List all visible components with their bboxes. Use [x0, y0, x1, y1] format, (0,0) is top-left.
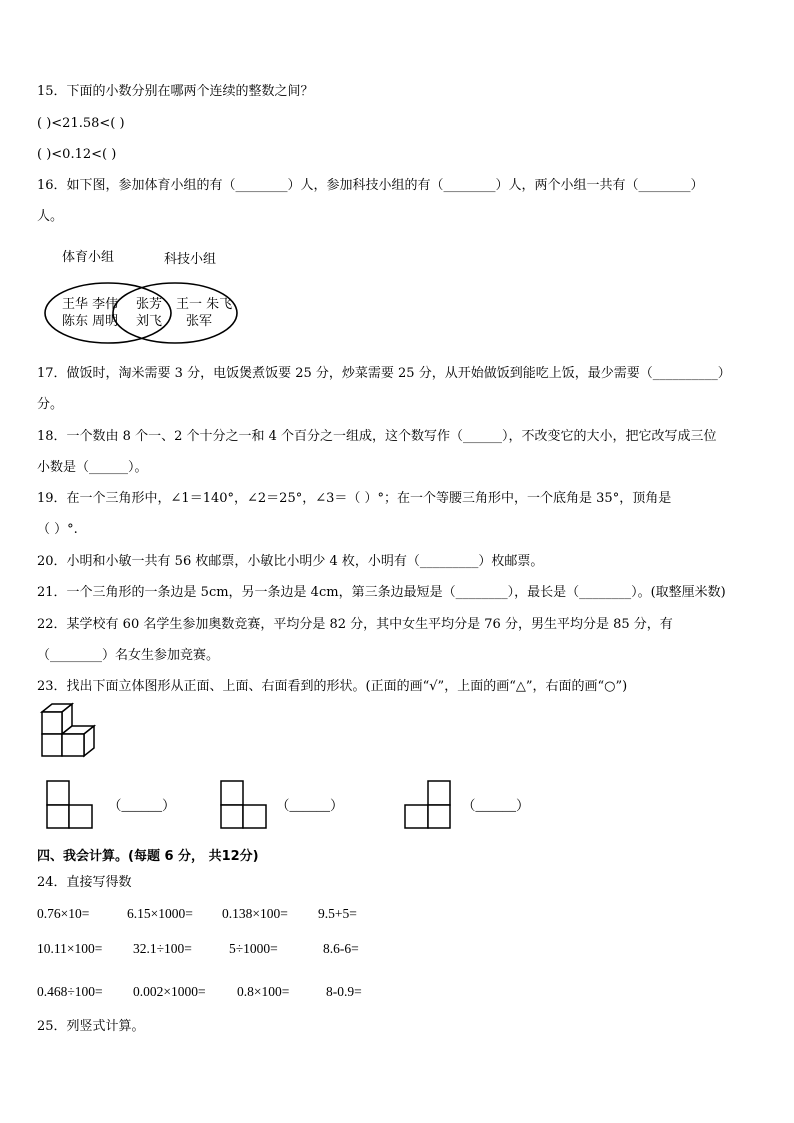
q25-title: 25．列竖式计算。 [37, 1019, 145, 1034]
section-4-heading: 四、我会计算。(每题 6 分， 共12分) [37, 849, 259, 864]
calc-r3-c3: 0.8×100= [237, 984, 290, 999]
sports-group-ellipse [45, 283, 171, 343]
calc-r1-c2: 6.15×1000= [127, 906, 193, 921]
venn-both-2: 刘飞 [136, 314, 163, 329]
venn-left-only-2: 陈东 周明 [62, 314, 119, 329]
q24-title: 24．直接写得数 [37, 875, 132, 890]
q22-line2: （________）名女生参加竞赛。 [37, 648, 220, 663]
q16-line1: 16．如下图，参加体育小组的有（________）人，参加科技小组的有（________）人，两个小组一共有（________） [37, 178, 704, 193]
view-option-3-figure [404, 780, 452, 830]
calc-r2-c1: 10.11×100= [37, 941, 103, 956]
q16-line2: 人。 [37, 209, 64, 224]
q15-line1: ( )<21.58<( ) [37, 116, 125, 131]
venn-right-label: 科技小组 [164, 252, 217, 267]
calc-r1-c3: 0.138×100= [222, 906, 288, 921]
view-option-1-figure [46, 780, 94, 830]
q17-line1: 17．做饭时，淘米需要 3 分，电饭煲煮饭要 25 分，炒菜需要 25 分，从开始做饭到能吃上饭，最少需要（__________） [37, 366, 731, 381]
cube-solid-figure [38, 702, 108, 762]
calc-r1-c4: 9.5+5= [318, 906, 357, 921]
view-option-3-blank[interactable]: （______） [462, 798, 530, 813]
q18-line1: 18．一个数由 8 个一、2 个十分之一和 4 个百分之一组成，这个数写作（______），不改变它的大小，把它改写成三位 [37, 429, 717, 444]
view-option-2-blank[interactable]: （______） [276, 798, 344, 813]
calc-r1-c1: 0.76×10= [37, 906, 90, 921]
calc-r2-c2: 32.1÷100= [133, 941, 192, 956]
q17-line2: 分。 [37, 397, 64, 412]
q23-line1: 23．找出下面立体图形从正面、上面、右面看到的形状。(正面的画“√”，上面的画“△”，右面的画“○”) [37, 679, 628, 694]
q18-line2: 小数是（______）。 [37, 460, 148, 475]
venn-right-only-2: 张军 [186, 314, 213, 329]
science-group-ellipse [113, 283, 237, 343]
view-option-2-figure [220, 780, 268, 830]
calc-r3-c1: 0.468÷100= [37, 984, 103, 999]
venn-left-label: 体育小组 [62, 250, 115, 265]
q21-line1: 21．一个三角形的一条边是 5cm，另一条边是 4cm，第三条边最短是（________），最长是（________）。(取整厘米数) [37, 585, 726, 600]
q19-line2: （ ）°. [37, 522, 78, 537]
q22-line1: 22．某学校有 60 名学生参加奥数竞赛，平均分是 82 分，其中女生平均分是 76 分，男生平均分是 85 分，有 [37, 617, 673, 632]
q20-line1: 20．小明和小敏一共有 56 枚邮票，小敏比小明少 4 枚，小明有（_________）枚邮票。 [37, 554, 544, 569]
venn-diagram [40, 243, 240, 353]
q15-line2: ( )<0.12<( ) [37, 147, 117, 162]
q19-line1: 19．在一个三角形中，∠1＝140°，∠2＝25°，∠3＝（ ）°；在一个等腰三角形中，一个底角是 35°，顶角是 [37, 491, 672, 506]
view-option-1-blank[interactable]: （______） [108, 798, 176, 813]
venn-left-only-1: 王华 李伟 [62, 297, 119, 312]
venn-right-only-1: 王一 朱飞 [176, 297, 233, 312]
calc-r2-c4: 8.6-6= [323, 941, 359, 956]
q15-title: 15．下面的小数分别在哪两个连续的整数之间？ [37, 84, 314, 99]
venn-both-1: 张芳 [136, 297, 163, 312]
calc-r3-c4: 8-0.9= [326, 984, 362, 999]
calc-r2-c3: 5÷1000= [229, 941, 278, 956]
calc-r3-c2: 0.002×1000= [133, 984, 206, 999]
